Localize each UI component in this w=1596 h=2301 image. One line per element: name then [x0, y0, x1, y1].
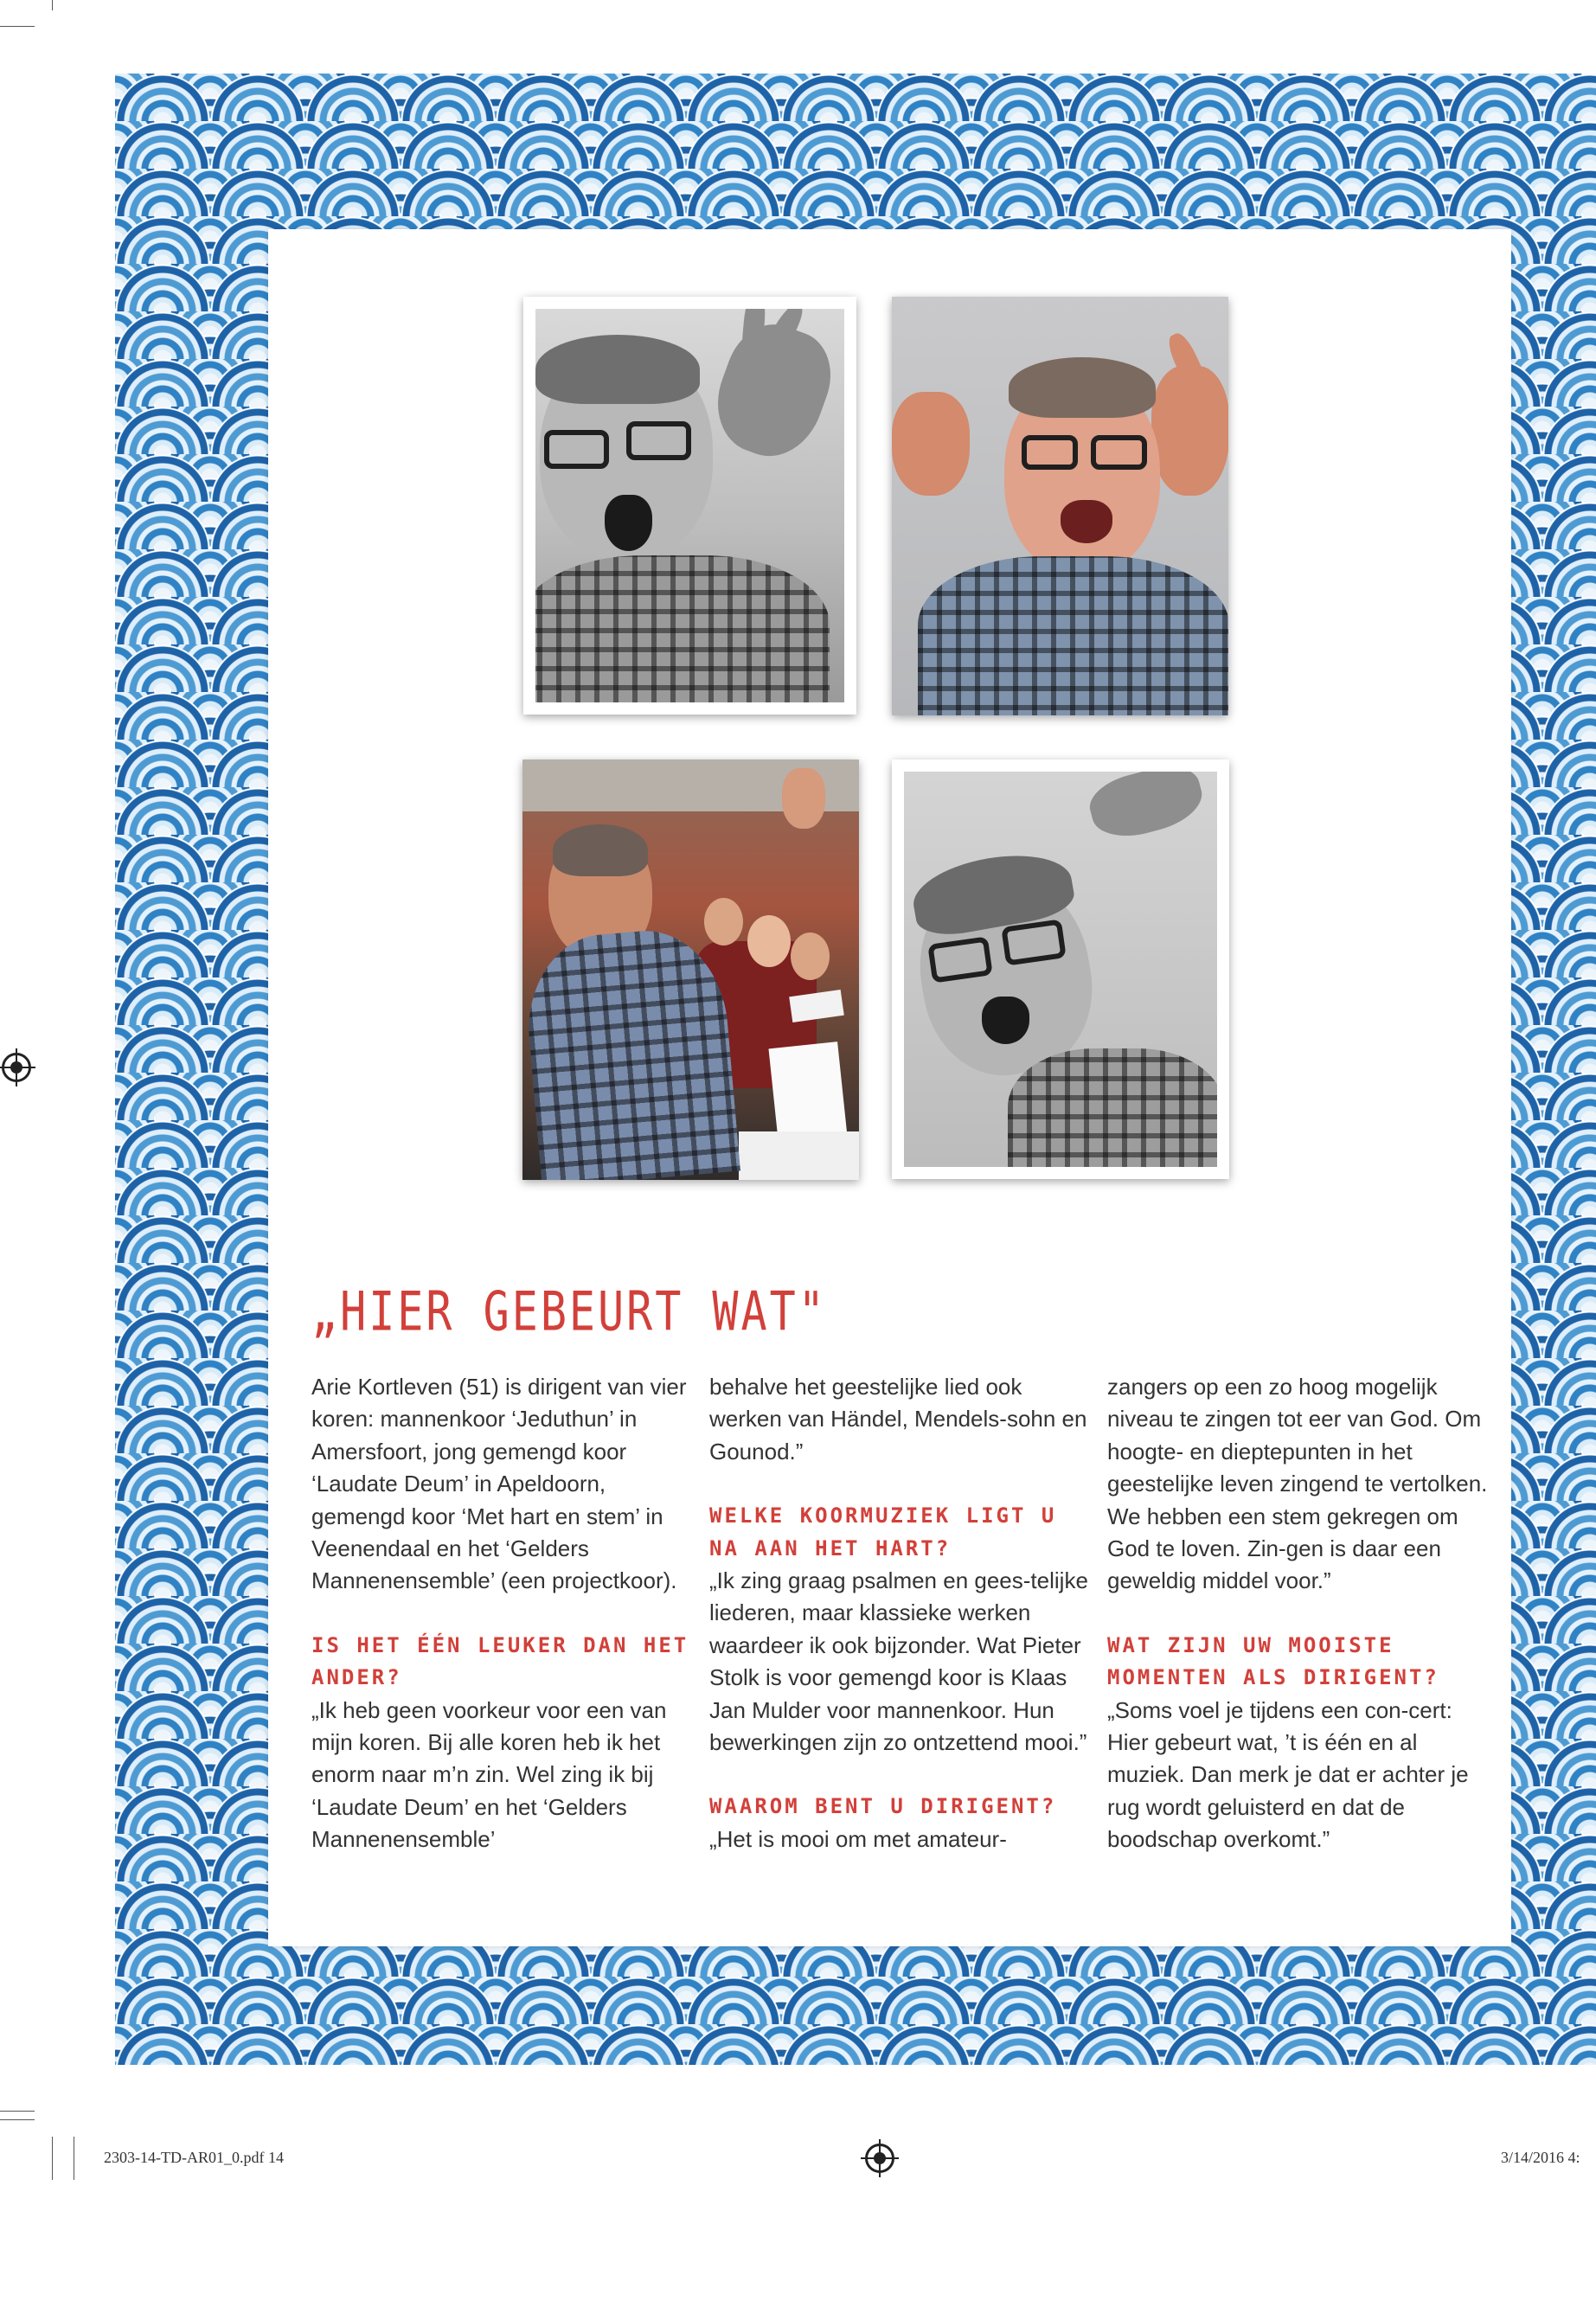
photo-conductor-ok-gesture: [892, 297, 1228, 715]
question-heading: IS HET ÉÉN LEUKER DAN HET ANDER?: [311, 1632, 689, 1690]
intro-paragraph: Arie Kortleven (51) is dirigent van vier koren: mannenkoor ‘Jeduthun’ in Amersfoort, jong gemengd koor ‘Laudate Deum’ in Apeldoorn, gemengd koor ‘Met hart en stem’ in Veenendaal en het ‘Gelders Mannenensemble’ (een projectkoor).: [311, 1374, 687, 1594]
answer-paragraph: „Soms voel je tijdens een con-cert: Hier gebeurt wat, ’t is één en al muziek. Dan merk je dat er achter je rug wordt geluisterd en dat de boodschap overkomt.”: [1107, 1696, 1469, 1853]
text-column-3: [1107, 1371, 1488, 1856]
answer-paragraph: zangers op een zo hoog mogelijk niveau te zingen tot eer van God. Om hoogte- en dieptepunten in het geestelijke leven zingend te vertolken. We hebben een stem gekregen om God te loven. Zin-gen is daar een geweldig middel voor.”: [1107, 1374, 1488, 1594]
crop-mark: [52, 2137, 53, 2180]
print-file-label: 2303-14-TD-AR01_0.pdf 14: [104, 2149, 284, 2166]
registration-mark-icon: [865, 2144, 894, 2173]
answer-paragraph: behalve het geestelijke lied ook werken van Händel, Mendels-sohn en Gounod.”: [709, 1374, 1087, 1465]
photo-conductor-pointing: [892, 760, 1229, 1179]
text-column-2: [709, 1371, 1090, 1856]
article-headline: „HIER GEBEURT WAT": [311, 1280, 827, 1343]
question-heading: WAAROM BENT U DIRIGENT?: [709, 1794, 1057, 1819]
photo-conductor-with-choir: [522, 760, 859, 1180]
photo-conductor-open-hand: [523, 297, 856, 715]
answer-paragraph: „Ik zing graag psalmen en gees-telijke liederen, maar klassieke werken waardeer ik ook bijzonder. Wat Pieter Stolk is voor gemengd koor is Klaas Jan Mulder voor mannenkoor. Hun bewerkingen zijn zo ontzettend mooi.”: [709, 1567, 1088, 1756]
answer-paragraph: „Ik heb geen voorkeur voor een van mijn koren. Bij alle koren heb ik het enorm naar m’n zin. Wel zing ik bij ‘Laudate Deum’ en het ‘Gelders Mannenensemble’: [311, 1696, 667, 1853]
registration-mark-icon: [2, 1053, 31, 1082]
text-column-1: [311, 1371, 692, 1856]
question-heading: WAT ZIJN UW MOOISTE MOMENTEN ALS DIRIGENT?: [1107, 1632, 1439, 1690]
crop-mark: [0, 2111, 35, 2112]
crop-mark: [0, 2119, 35, 2120]
print-date-label: 3/14/2016 4:: [1501, 2149, 1580, 2166]
crop-mark: [0, 26, 35, 27]
question-heading: WELKE KOORMUZIEK LIGT U NA AAN HET HART?: [709, 1503, 1057, 1561]
answer-paragraph: „Het is mooi om met amateur-: [709, 1825, 1007, 1852]
crop-mark: [52, 0, 53, 10]
